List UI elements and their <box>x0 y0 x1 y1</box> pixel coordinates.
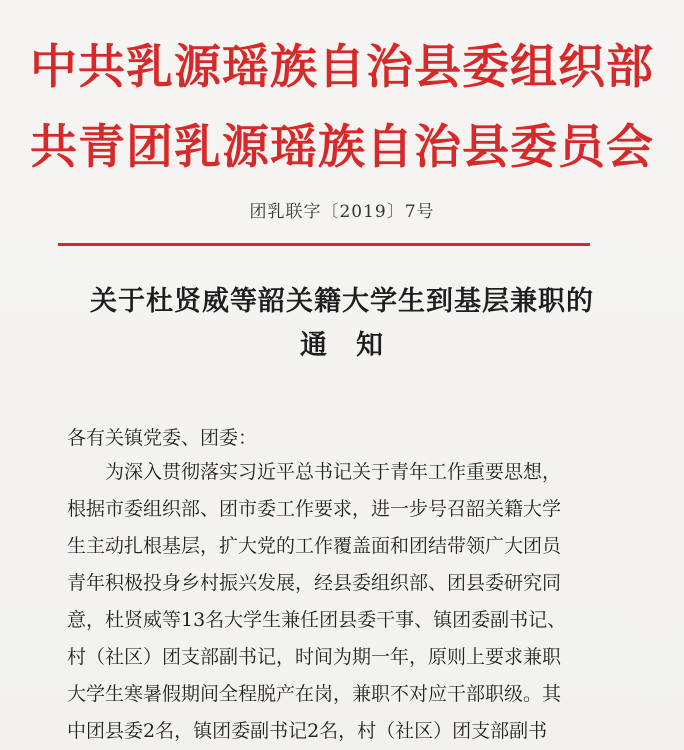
body-line-6: 村（社区）团支部副书记，时间为期一年，原则上要求兼职 <box>67 646 562 668</box>
body-line-1: 为深入贯彻落实习近平总书记关于青年工作重要思想， <box>105 461 562 483</box>
document-number: 团乳联字〔2019〕7号 <box>249 202 435 222</box>
issuing-org-line-2: 共青团乳源瑶族自治县委员会 <box>30 120 654 175</box>
document-title-line-2: 通 知 <box>300 330 384 361</box>
red-divider <box>58 243 590 246</box>
document-title-line-1: 关于杜贤威等韶关籍大学生到基层兼职的 <box>90 286 594 317</box>
salutation: 各有关镇党委、团委： <box>67 427 258 449</box>
body-line-7: 大学生寒暑假期间全程脱产在岗，兼职不对应干部职级。其 <box>67 683 562 705</box>
body-line-5: 意，杜贤威等13名大学生兼任团县委干事、镇团委副书记、 <box>67 609 567 631</box>
body-line-8: 中团县委2名，镇团委副书记2名，村（社区）团支部副书 <box>67 720 548 742</box>
body-line-2: 根据市委组织部、团市委工作要求，进一步号召韶关籍大学 <box>67 498 562 520</box>
issuing-org-line-1: 中共乳源瑶族自治县委组织部 <box>30 40 654 95</box>
body-paragraph <box>67 454 587 750</box>
body-line-4: 青年积极投身乡村振兴发展，经县委组织部、团县委研究同 <box>67 572 562 594</box>
body-line-3: 生主动扎根基层，扩大党的工作覆盖面和团结带领广大团员 <box>67 535 562 557</box>
